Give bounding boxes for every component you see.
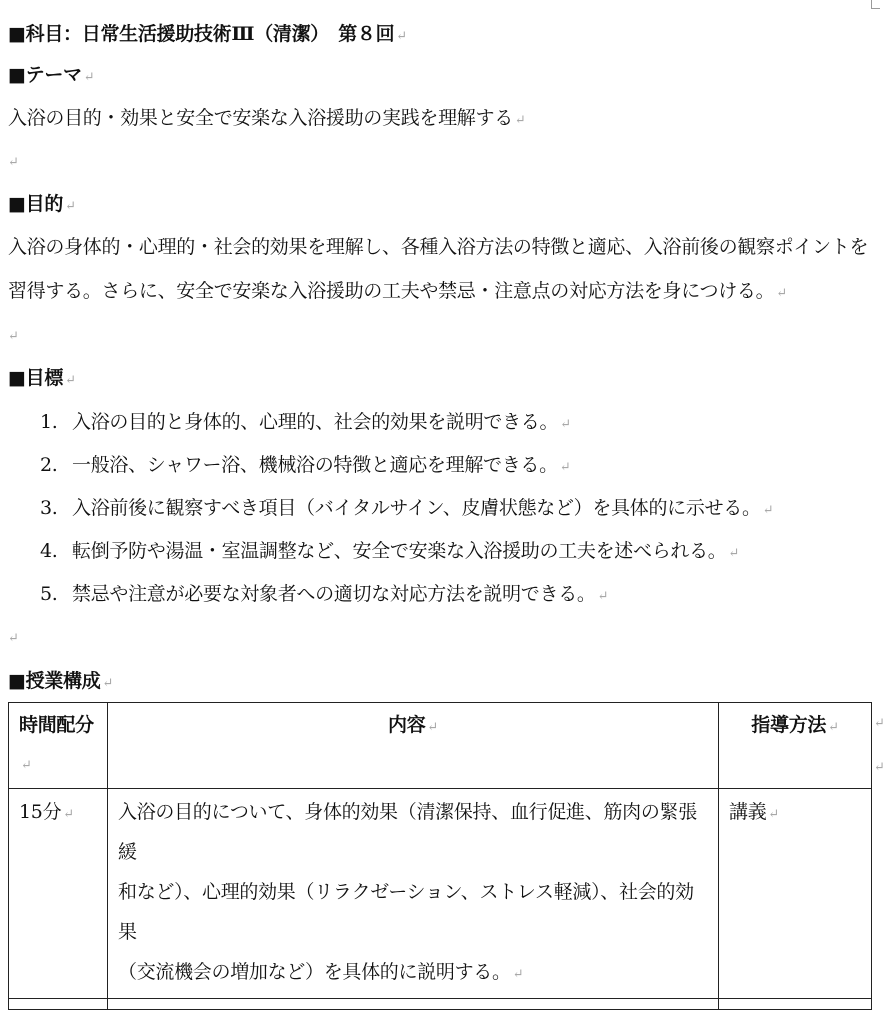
paragraph-mark: ↵	[8, 329, 19, 344]
method-cell	[719, 789, 872, 999]
empty-paragraph	[8, 622, 19, 653]
paragraph-mark: ↵	[597, 589, 609, 604]
goal-text: 一般浴、シャワー浴、機械浴の特徴と適応を理解できる。	[72, 454, 558, 476]
header-cell-time	[9, 703, 108, 789]
lesson-structure-table	[8, 702, 872, 1010]
empty-cell	[719, 999, 872, 1010]
goal-text: 入浴前後に観察すべき項目（バイタルサイン、皮膚状態など）を具体的に示せる。	[72, 497, 761, 519]
table-row	[9, 789, 872, 999]
content-line: 和など）、心理的効果（リラクゼーション、ストレス軽減）、社会的効果	[118, 881, 694, 943]
goal-item	[40, 494, 773, 525]
content-cell	[108, 789, 719, 999]
paragraph-mark: ↵	[8, 631, 19, 646]
cell-end-mark: ↵	[512, 967, 524, 982]
purpose-text-line-1	[8, 233, 868, 261]
structure-heading: ■授業構成	[8, 670, 101, 692]
goal-item	[40, 408, 571, 439]
paragraph-mark: ↵	[65, 373, 76, 388]
goal-number: 2.	[40, 454, 58, 476]
paragraph-mark: ↵	[102, 676, 114, 691]
goal-item	[40, 537, 739, 568]
content-line: （交流機会の増加など）を具体的に説明する。	[118, 961, 511, 983]
goal-number: 1.	[40, 411, 58, 433]
purpose-heading-line	[8, 190, 76, 221]
header-method-label: 指導方法	[751, 714, 827, 736]
goal-number: 5.	[40, 583, 58, 605]
content-line-last	[118, 952, 708, 995]
empty-paragraph	[8, 320, 19, 351]
paragraph-mark: ↵	[728, 546, 740, 561]
cell-end-mark: ↵	[63, 807, 74, 822]
subject-title-line	[8, 20, 407, 51]
goals-heading-line	[8, 364, 76, 395]
theme-heading-line	[8, 61, 94, 92]
paragraph-mark: ↵	[776, 286, 787, 301]
header-cell-content	[108, 703, 719, 789]
goal-text: 入浴の目的と身体的、心理的、社会的効果を説明できる。	[72, 411, 559, 433]
purpose-text: 入浴の身体的・心理的・社会的効果を理解し、各種入浴方法の特徴と適応、入浴前後の観察ポイントを	[8, 236, 869, 258]
purpose-text-line-2	[8, 277, 787, 308]
paragraph-mark: ↵	[560, 417, 571, 432]
cell-end-mark: ↵	[427, 720, 438, 735]
theme-text-line	[8, 104, 526, 135]
paragraph-mark: ↵	[762, 503, 774, 518]
structure-heading-line	[8, 667, 113, 698]
subject-title: ■科目：日常生活援助技術Ⅲ（清潔） 第８回	[8, 23, 395, 45]
empty-paragraph	[8, 146, 19, 177]
goal-item	[40, 451, 570, 482]
row-end-mark: ↵	[874, 716, 885, 731]
table-row-partial	[9, 999, 872, 1010]
cell-end-mark: ↵	[828, 720, 839, 735]
goal-number: 4.	[40, 540, 58, 562]
empty-cell	[108, 999, 719, 1010]
theme-heading: ■テーマ	[8, 64, 82, 86]
content-line: 入浴の目的について、身体的効果（清潔保持、血行促進、筋肉の緊張緩	[118, 801, 697, 863]
goal-text: 禁忌や注意が必要な対象者への適切な対応方法を説明できる。	[72, 583, 596, 605]
paragraph-mark: ↵	[83, 70, 95, 85]
cell-end-mark: ↵	[21, 758, 32, 773]
row-end-mark: ↵	[874, 760, 885, 775]
header-cell-method	[719, 703, 872, 789]
time-cell	[9, 789, 108, 999]
time-value: 15分	[19, 801, 62, 823]
purpose-text: 習得する。さらに、安全で安楽な入浴援助の工夫や禁忌・注意点の対応方法を身につける。	[8, 280, 775, 302]
goals-heading: ■目標	[8, 367, 64, 389]
goal-text: 転倒予防や湯温・室温調整など、安全で安楽な入浴援助の工夫を述べられる。	[72, 540, 727, 562]
header-time-label: 時間配分	[19, 714, 94, 736]
table-header-row	[9, 703, 872, 789]
theme-text: 入浴の目的・効果と安全で安楽な入浴援助の実践を理解する	[8, 107, 513, 129]
paragraph-mark: ↵	[8, 155, 19, 170]
purpose-heading: ■目的	[8, 193, 64, 215]
method-value: 講義	[729, 801, 767, 823]
paragraph-mark: ↵	[396, 29, 407, 44]
goal-item	[40, 580, 608, 611]
empty-cell	[9, 999, 108, 1010]
paragraph-mark: ↵	[559, 460, 571, 475]
paragraph-mark: ↵	[65, 199, 76, 214]
header-content-label: 内容	[388, 714, 426, 736]
paragraph-mark: ↵	[514, 113, 526, 128]
goal-number: 3.	[40, 497, 58, 519]
page-corner-mark	[871, 0, 880, 9]
cell-end-mark: ↵	[768, 807, 779, 822]
